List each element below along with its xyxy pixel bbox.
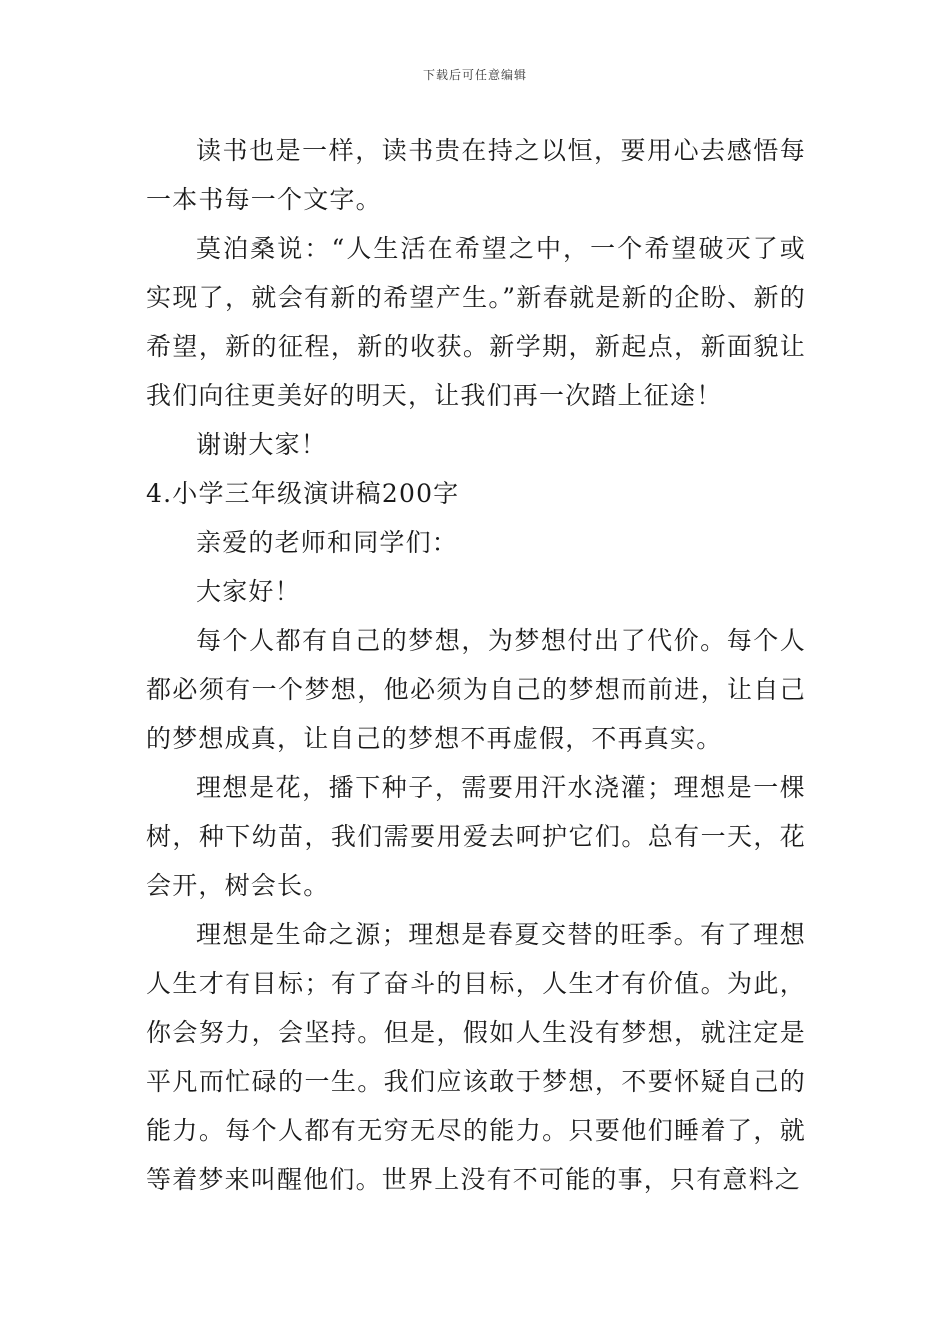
paragraph-5: 理想是花，播下种子，需要用汗水浇灌；理想是一棵树，种下幼苗，我们需要用爱去呵护它们。总有一天，花会开，树会长。	[146, 773, 806, 900]
paragraph-hello: 大家好！	[196, 577, 301, 606]
page-header: 下载后可任意编辑	[422, 68, 527, 82]
paragraph-2: 莫泊桑说：“人生活在希望之中，一个希望破灭了或实现了，就会有新的希望产生。”新春就是新的企盼、新的希望，新的征程，新的收获。新学期，新起点，新面貌让我们向往更美好的明天，让我们再一次踏上征途！	[146, 234, 806, 410]
section-heading: 4.小学三年级演讲稿200字	[146, 479, 460, 508]
paragraph-3: 谢谢大家！	[196, 430, 328, 459]
paragraph-4: 每个人都有自己的梦想，为梦想付出了代价。每个人都必须有一个梦想，他必须为自己的梦想而前进，让自己的梦想成真，让自己的梦想不再虚假，不再真实。	[146, 626, 806, 753]
document-body	[146, 126, 806, 1204]
paragraph-1: 读书也是一样，读书贵在持之以恒，要用心去感悟每一本书每一个文字。	[146, 136, 806, 214]
paragraph-greeting: 亲爱的老师和同学们：	[196, 528, 459, 557]
paragraph-6: 理想是生命之源；理想是春夏交替的旺季。有了理想人生才有目标；有了奋斗的目标，人生才有价值。为此，你会努力，会坚持。但是，假如人生没有梦想，就注定是平凡而忙碌的一生。我们应该敢于梦想，不要怀疑自己的能力。每个人都有无穷无尽的能力。只要他们睡着了，就等着梦来叫醒他们。世界上没有不可能的事，只有意料之	[146, 920, 806, 1194]
